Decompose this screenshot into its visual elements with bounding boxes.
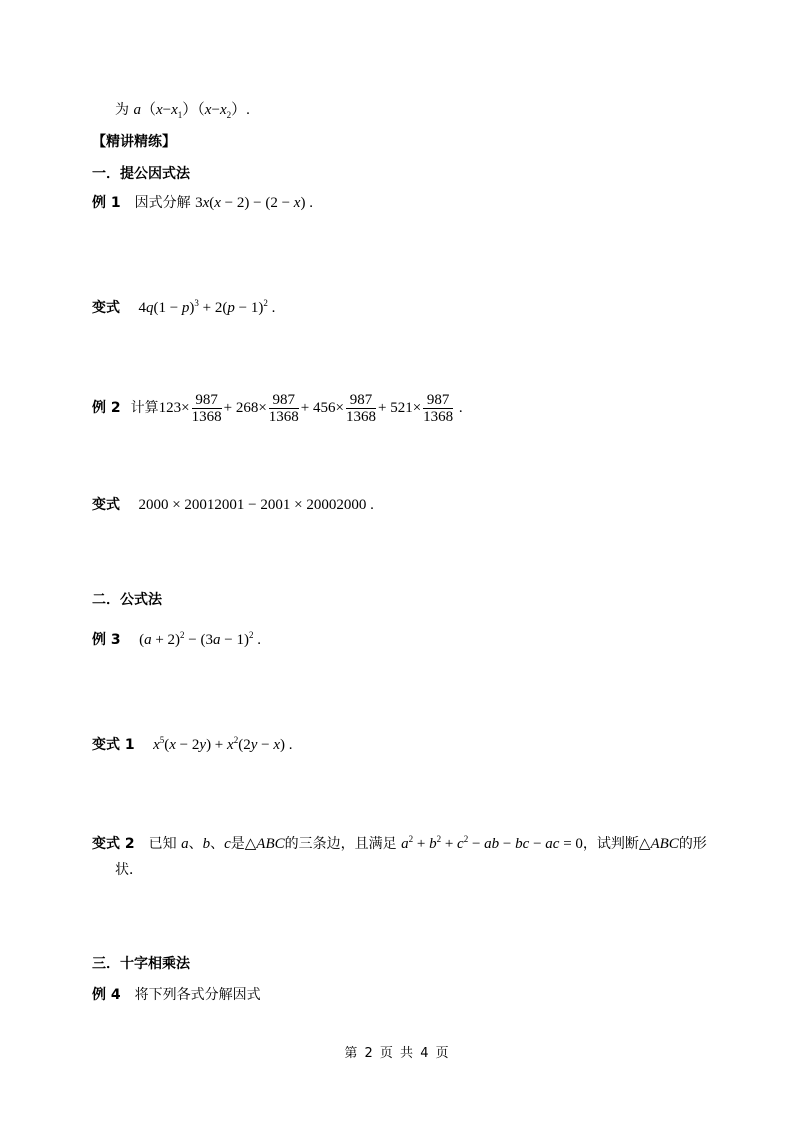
- intro-prefix: 为: [115, 102, 129, 118]
- section-3-title: 三．十字相乘法: [92, 956, 190, 972]
- example-2-label: 例 2: [92, 400, 121, 416]
- section-2-title: 二．公式法: [92, 592, 162, 608]
- variant-1-label: 变式: [92, 300, 120, 316]
- fraction: $\frac{987}{1368}$: [191, 392, 222, 426]
- fraction: $\frac{987}{1368}$: [345, 392, 376, 426]
- variant-1-formula: $4q(1 - p)^3 + 2(p - 1)^2$ .: [138, 298, 276, 316]
- variant-4-label: 变式 2: [92, 836, 135, 852]
- variant-2-formula: 2000 × 20012001 − 2001 × 20002000 .: [138, 497, 374, 513]
- example-1: [92, 193, 313, 213]
- example-4: [92, 985, 261, 1005]
- variant-4-formula: $a^2 + b^2 + c^2$ − ab − bc − ac = 0: [401, 834, 583, 852]
- example-2: [92, 390, 463, 426]
- intro-line: [115, 100, 250, 125]
- example-2-formula: 123× $\frac{987}{1368}$ + 268× $\frac{987}{1368}$ + 456× $\frac{987}{1368}$ + 521× $\frac{987}{1368}$ .: [158, 392, 463, 426]
- page-footer: 第 2 页 共 4 页: [344, 1046, 449, 1061]
- variant-3-formula: $x^5(x - 2y) + x^2(2y - x)$ .: [153, 735, 293, 753]
- example-3-label: 例 3: [92, 632, 121, 648]
- variant-1: [92, 293, 275, 318]
- example-1-formula: 3x(x − 2) − (2 − x) .: [195, 195, 313, 211]
- section-header: 【精讲精练】: [92, 134, 176, 150]
- variant-4: 变式 2 已知 a、b、c是△ABC的三条边，且满足 $a^2 + b^2 + c^2$ − ab − bc − ac = 0，试判断△ABC的形: [92, 834, 707, 852]
- fraction: $\frac{987}{1368}$: [268, 392, 299, 426]
- example-3-formula: $(a + 2)^2 - (3a - 1)^2$ .: [139, 630, 261, 648]
- variant-4-continued: 状．: [115, 862, 143, 878]
- example-2-text: 计算: [130, 400, 159, 416]
- variant-2: [92, 495, 374, 515]
- triangle-abc: △ABC: [244, 836, 285, 852]
- section-1-title: 一．提公因式法: [92, 166, 190, 182]
- fraction: $\frac{987}{1368}$: [423, 392, 454, 426]
- intro-formula: $a(x-x_1)(x-x_2)$.: [133, 102, 250, 120]
- example-4-label: 例 4: [92, 987, 121, 1003]
- example-1-label: 例 1: [92, 195, 121, 211]
- variant-3: [92, 730, 293, 755]
- example-1-text: 因式分解: [134, 195, 191, 211]
- variant-2-label: 变式: [92, 497, 120, 513]
- example-4-text: 将下列各式分解因式: [134, 987, 261, 1003]
- variant-3-label: 变式 1: [92, 737, 135, 753]
- triangle-abc: △ABC: [638, 836, 679, 852]
- example-3: [92, 625, 261, 650]
